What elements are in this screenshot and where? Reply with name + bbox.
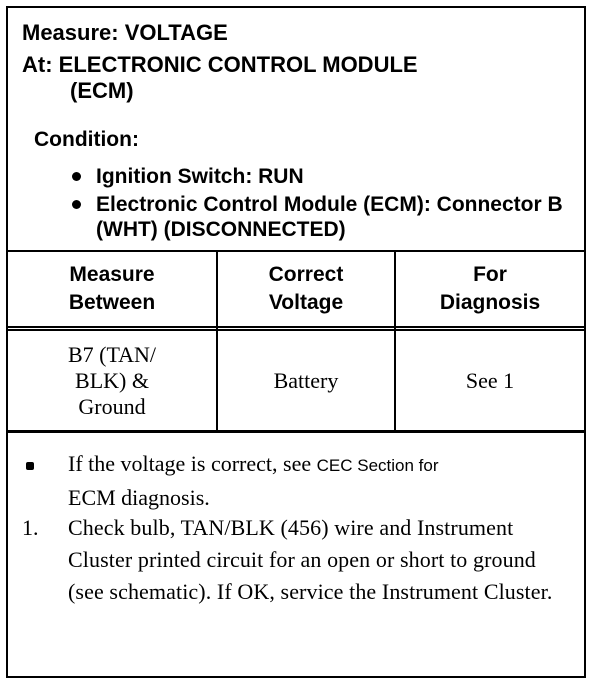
- cell-measure-between: B7 (TAN/ BLK) & Ground: [67, 342, 157, 419]
- bullet-icon: [72, 172, 81, 181]
- table-header-row: [8, 252, 584, 331]
- condition-label: Condition:: [34, 128, 139, 151]
- column-divider: [216, 252, 218, 430]
- condition-text: Electronic Control Module (ECM): Connector B (WHT) (DISCONNECTED): [96, 193, 563, 241]
- measurement-table: [8, 250, 584, 432]
- location-line-1: At: ELECTRONIC CONTROL MODULE: [22, 52, 418, 77]
- test-header: [8, 8, 584, 250]
- numbered-note-text: Check bulb, TAN/BLK (456) wire and Instrument Cluster printed circuit for an open or short to ground (see schematic). If OK, service the Instrument Cluster.: [68, 515, 553, 604]
- cell-for-diagnosis: See 1: [465, 368, 515, 393]
- bullet-note-text-continued: ECM diagnosis.: [68, 485, 210, 510]
- condition-item: [66, 164, 566, 189]
- measure-title: Measure: VOLTAGE: [22, 20, 228, 45]
- location-line-2: (ECM): [70, 78, 134, 103]
- table-row: [8, 332, 584, 433]
- location-title: [22, 52, 418, 104]
- bullet-note-reference: CEC Section for: [316, 456, 439, 475]
- header-correct-voltage: Correct Voltage: [268, 263, 344, 314]
- bullet-note: [22, 448, 572, 514]
- condition-item: [66, 192, 566, 242]
- bullet-icon: [72, 200, 81, 209]
- condition-text: Ignition Switch: RUN: [96, 165, 304, 188]
- header-measure-between: Measure Between: [68, 263, 156, 314]
- cell-correct-voltage: Battery: [273, 368, 339, 393]
- condition-list: [66, 164, 566, 245]
- bullet-icon: [26, 462, 34, 470]
- diagnostic-chart: [6, 6, 586, 678]
- header-for-diagnosis: For Diagnosis: [439, 263, 541, 314]
- bullet-note-text: If the voltage is correct, see: [68, 451, 317, 476]
- numbered-note: [22, 512, 574, 608]
- column-divider: [394, 252, 396, 430]
- note-number: 1.: [22, 515, 39, 540]
